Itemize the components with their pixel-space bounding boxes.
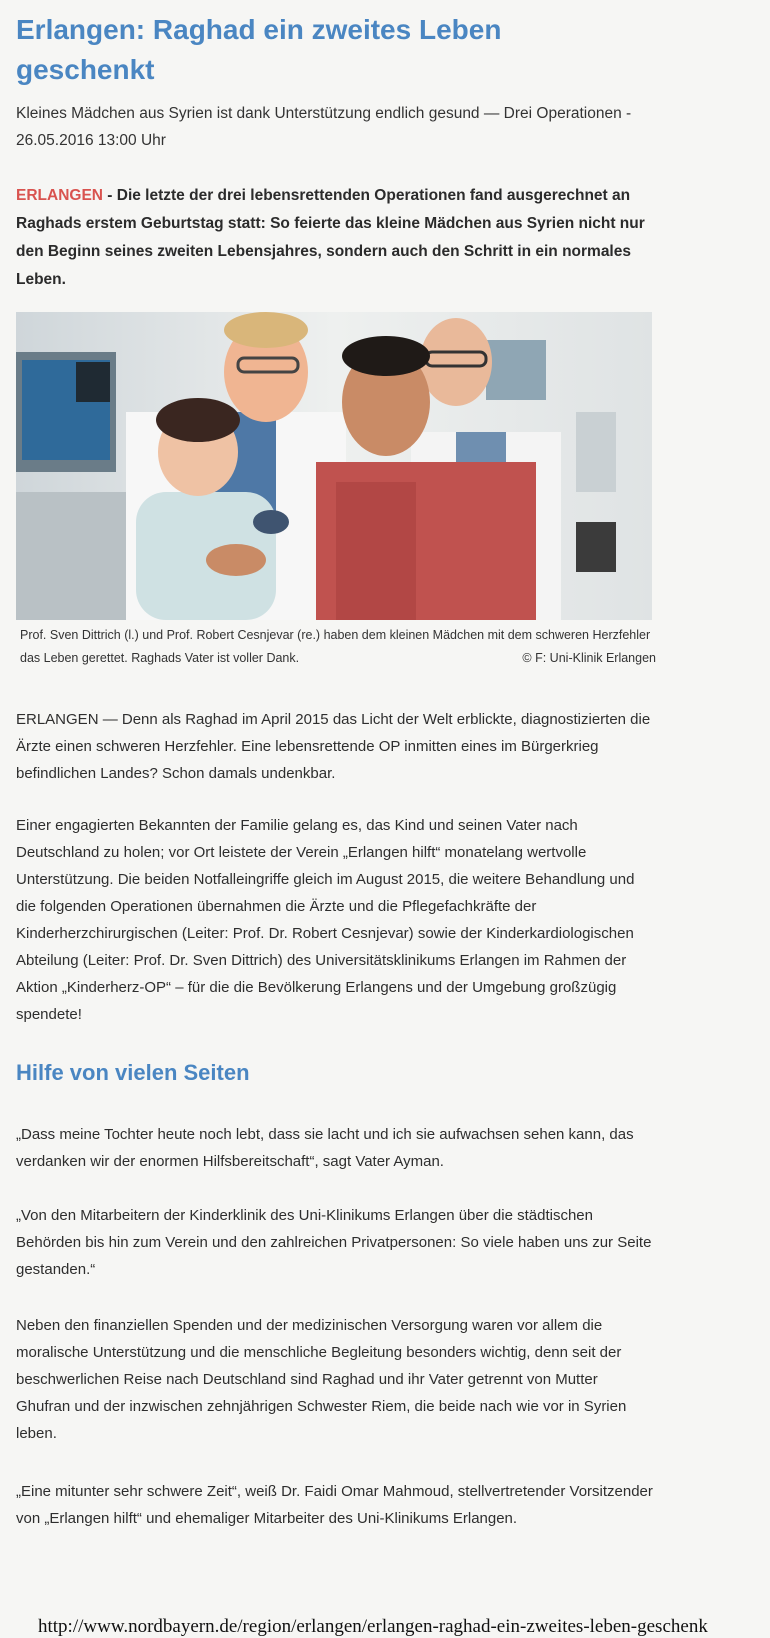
article-title: Erlangen: Raghad ein zweites Leben geschenkt [16,14,502,85]
body-paragraph: ERLANGEN — Denn als Raghad im April 2015 das Licht der Welt erblickte, diagnostizierten die Ärzte einen schweren Herzfehler. Eine lebensrettende OP inmitten eines im Bürgerkrieg befindlichen Landes? Schon damals undenkbar. [16,711,651,782]
lead-text: - Die letzte der drei lebensrettenden Operationen fand ausgerechnet an Raghads erstem Geburtstag statt: So feierte das kleine Mädchen aus Syrien nicht nur den Beginn seines zweiten Lebensjahres, sondern auch den Schritt in ein normales Leben. [16,187,645,288]
section-paragraph: „Eine mitunter sehr schwere Zeit“, weiß Dr. Faidi Omar Mahmoud, stellvertretender Vorsitzender von „Erlangen hilft“ und ehemaliger Mitarbeiter des Uni-Klinikums Erlangen. [16,1483,653,1527]
lead-location: ERLANGEN [16,187,103,204]
photo-illustration [16,312,652,620]
article-photo [16,312,652,620]
photo-credit: © F: Uni-Klinik Erlangen [522,651,656,665]
section-heading: Hilfe von vielen Seiten [16,1060,250,1085]
section-paragraph: Neben den finanziellen Spenden und der medizinischen Versorgung waren vor allem die moralische Unterstützung und die menschliche Begleitung besonders wichtig, denn seit der beschwerlichen Reise nach Deutschland sind Raghad und ihr Vater getrennt von Mutter Ghufran und der inzwischen zehnjährigen Schwester Riem, die beide nach wie vor in Syrien leben. [16,1317,627,1442]
source-url[interactable]: http://www.nordbayern.de/region/erlangen/erlangen-raghad-ein-zweites-leben-geschenk [38,1616,708,1637]
article-lead [16,182,656,294]
caption-text: Prof. Sven Dittrich (l.) und Prof. Robert Cesnjevar (re.) haben dem kleinen Mädchen mit dem schweren Herzfehler das Leben gerettet. Raghads Vater ist voller Dank. [20,628,651,665]
section-paragraph: „Dass meine Tochter heute noch lebt, dass sie lacht und ich sie aufwachsen sehen kann, das verdanken wir der enormen Hilfsbereitschaft“, sagt Vater Ayman. [16,1126,634,1170]
body-paragraph: Einer engagierten Bekannten der Familie gelang es, das Kind und seinen Vater nach Deutschland zu holen; vor Ort leistete der Verein „Erlangen hilft“ monatelang wertvolle Unterstützung. Die beiden Notfalleingriffe gleich im August 2015, die weitere Behandlung und die folgenden Operationen übernahmen die Ärzte und die Pflegefachkräfte der Kinderherzchirurgischen (Leiter: Prof. Dr. Robert Cesnjevar) sowie der Kinderkardiologischen Abteilung (Leiter: Prof. Dr. Sven Dittrich) des Universitätsklinikums Erlangen im Rahmen der Aktion „Kinderherz-OP“ – für die die Bevölkerung Erlangens und der Umgebung großzügig spendete! [16,817,635,1023]
article-subtitle: Kleines Mädchen aus Syrien ist dank Unterstützung endlich gesund — Drei Operationen - 26.05.2016 13:00 Uhr [16,105,632,149]
section-paragraph: „Von den Mitarbeitern der Kinderklinik des Uni-Klinikums Erlangen über die städtischen Behörden bis hin zum Verein und den zahlreichen Privatpersonen: So viele haben uns zur Seite gestanden.“ [16,1207,652,1278]
photo-caption [20,624,656,670]
